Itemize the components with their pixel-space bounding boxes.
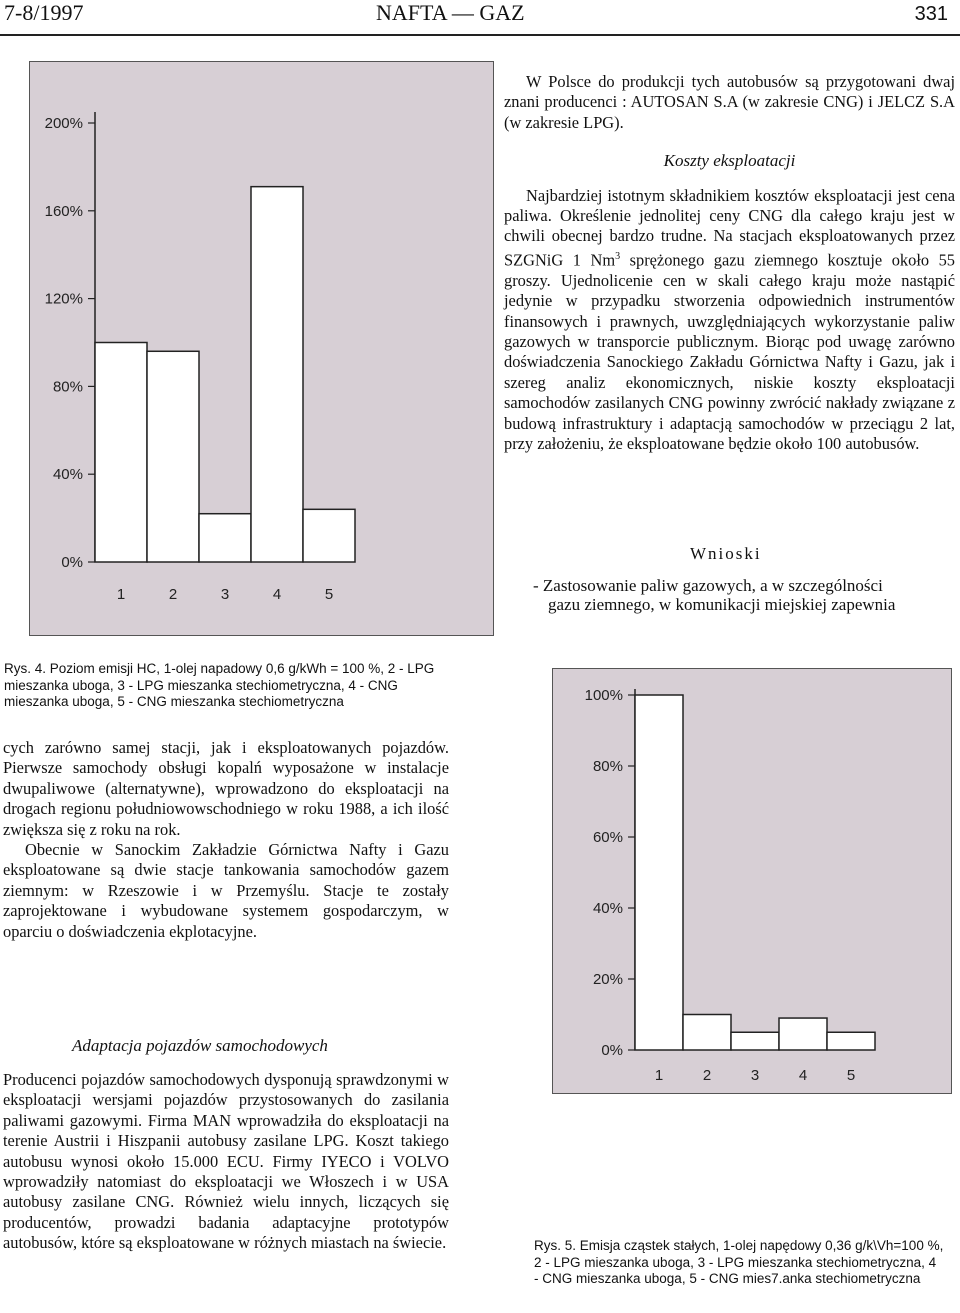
figure-4-caption: Rys. 4. Poziom emisji HC, 1-olej napadowy 0,6 g/kWh = 100 %, 2 - LPG mieszanka uboga, 3 - LPG mieszanka stechiometryczna, 4 - CNG mieszanka uboga, 5 - CNG mieszanka stechiometryczna (4, 661, 435, 709)
fig5-bar (779, 1018, 827, 1050)
intro-paragraph: W Polsce do produkcji tych autobusów są przygotowani dwaj znani producenci : AUTOSAN S.A (w zakresie CNG) i JELCZ S.A (w zakresie LPG). (504, 72, 955, 132)
left-paragraph-2: Obecnie w Sanockim Zakładzie Górnictwa Nafty i Gazu eksploatowane są dwie stacje tankowania samochodów gazem ziemnym: w Rzeszowie i w Przemyślu. Stacje te zostały zaprojektowane i wybudowane systemem gospodarczym, w oparciu o doświadczenia ekplotacyjne. (3, 840, 449, 941)
figure-5-chart (552, 668, 952, 1094)
fig5-y-tick-label: 60% (592, 829, 623, 846)
fig4-bar (251, 187, 303, 562)
figure-5-svg (553, 669, 951, 1093)
fig5-x-tick-label: 3 (750, 1067, 760, 1084)
fig4-bar (147, 351, 199, 562)
fig4-y-tick-label: 120% (44, 290, 83, 308)
journal-title: NAFTA — GAZ (376, 0, 525, 25)
wnioski-heading: Wnioski (690, 544, 762, 563)
fig5-x-tick-label: 2 (702, 1067, 712, 1084)
page-number: 331 (914, 3, 948, 25)
fig4-bar (303, 509, 355, 562)
fig4-bar (95, 343, 147, 563)
fig4-y-tick-label: 160% (44, 202, 83, 220)
fig4-x-tick-label: 2 (168, 586, 178, 603)
figure-4-svg (30, 62, 493, 635)
costs-paragraph (504, 186, 955, 455)
figure-4-chart (29, 61, 494, 636)
fig5-bar (683, 1015, 731, 1051)
fig5-x-tick-label: 5 (846, 1067, 856, 1084)
fig5-y-tick-label: 80% (592, 758, 623, 775)
fig5-y-tick-label: 20% (592, 971, 623, 988)
fig5-x-tick-label: 1 (654, 1067, 664, 1084)
fig5-bar (731, 1032, 779, 1050)
fig4-x-tick-label: 1 (116, 586, 126, 603)
page-header-left: 7-8/1997 (4, 0, 84, 25)
fig4-x-tick-label: 5 (324, 586, 334, 603)
fig5-bar (827, 1032, 875, 1050)
fig4-bar (199, 514, 251, 562)
left-paragraph-3: Producenci pojazdów samochodowych dysponują sprawdzonymi w eksploatacji wersjami pojazdów przystosowanych do zasilania paliwami gazowymi. Firma MAN wprowadziła do eksploatacji na terenie Austrii i Hiszpanii autobusy zasilane LPG. Koszt takiego autobusu wynosi około 15.000 ECU. Firmy IYECO i VOLVO wprowadziły natomiast do eksploatacji we Włoszech i w USA autobusy zasilane CNG. Również wielu innych, liczących się producentów, prowadzi badania adaptacyjne prototypów autobusów, które są eksploatowane w różnych miastach na świecie. (3, 1070, 449, 1253)
fig5-y-tick-label: 40% (592, 900, 623, 917)
fig5-bar (635, 695, 683, 1050)
wnioski-line-1: - Zastosowanie paliw gazowych, a w szczególności (533, 576, 883, 595)
costs-text-a: Najbardziej istotnym składnikiem kosztów eksploatacji jest cena paliwa. Określenie jednolitej ceny CNG dla całego kraju jest w chwili obecnej bardzo trudne. Na stacjach eksploatowanych przez SZGNiG 1 Nm (504, 185, 955, 270)
right-column (504, 72, 955, 454)
fig5-x-tick-label: 4 (798, 1067, 808, 1084)
section-heading-costs: Koszty eksploatacji (663, 151, 796, 171)
fig5-y-tick-label: 100% (584, 687, 623, 704)
fig5-y-tick-label: 0% (601, 1042, 623, 1059)
fig4-y-tick-label: 0% (61, 554, 83, 571)
left-paragraph-1: cych zarówno samej stacji, jak i eksploatowanych pojazdów. Pierwsze samochody obsługi kopalń wyposażone w instalacje dwupaliwowe (alternatywne), wprowadzono do eksploatacji na drogach regionu południowowschodniego w roku 1988, a ich ilość zwiększa się z roku na rok. (3, 738, 449, 839)
fig4-y-tick-label: 80% (52, 378, 83, 396)
fig4-x-tick-label: 3 (220, 586, 230, 603)
fig4-y-tick-label: 200% (44, 115, 83, 132)
costs-text-b: sprężonego gazu ziemnego kosztuje około 55 groszy. Ujednolicenie cen w skali całego kraju może nastąpić jedynie w przypadku stworzenia odpowiednich instrumentów finansowych i prawnych, uwzględniających wykorzystanie paliw gazowych w transporcie publicznym. Biorąc pod uwagę zarówno doświadczenia Sanockiego Zakładu Górnictwa Nafty i Gazu, jak i szereg analiz ekonomicznych, niskie koszty eksploatacji samochodów zasilanych CNG powinny zwrócić nakłady związane z budową infrastruktury i adaptacją samochodów w przeciągu 2 lat, przy założeniu, że eksploatowane będzie około 100 autobusów. (504, 250, 955, 453)
left-column (3, 738, 449, 942)
superscript-3: 3 (615, 250, 621, 262)
fig4-x-tick-label: 4 (272, 586, 282, 603)
fig4-y-tick-label: 40% (52, 466, 83, 484)
wnioski-line-2: gazu ziemnego, w komunikacji miejskiej zapewnia (548, 595, 896, 614)
header-rule (0, 34, 960, 36)
section-heading-adaptation: Adaptacja pojazdów samochodowych (72, 1036, 328, 1055)
figure-5-caption: Rys. 5. Emisja cząstek stałych, 1-olej napędowy 0,36 g/k\Vh=100 %, 2 - LPG mieszanka uboga, 3 - LPG mieszanka stechiometryczna, 4 - CNG mieszanka uboga, 5 - CNG mies7.anka stechiometryczna (534, 1238, 944, 1286)
